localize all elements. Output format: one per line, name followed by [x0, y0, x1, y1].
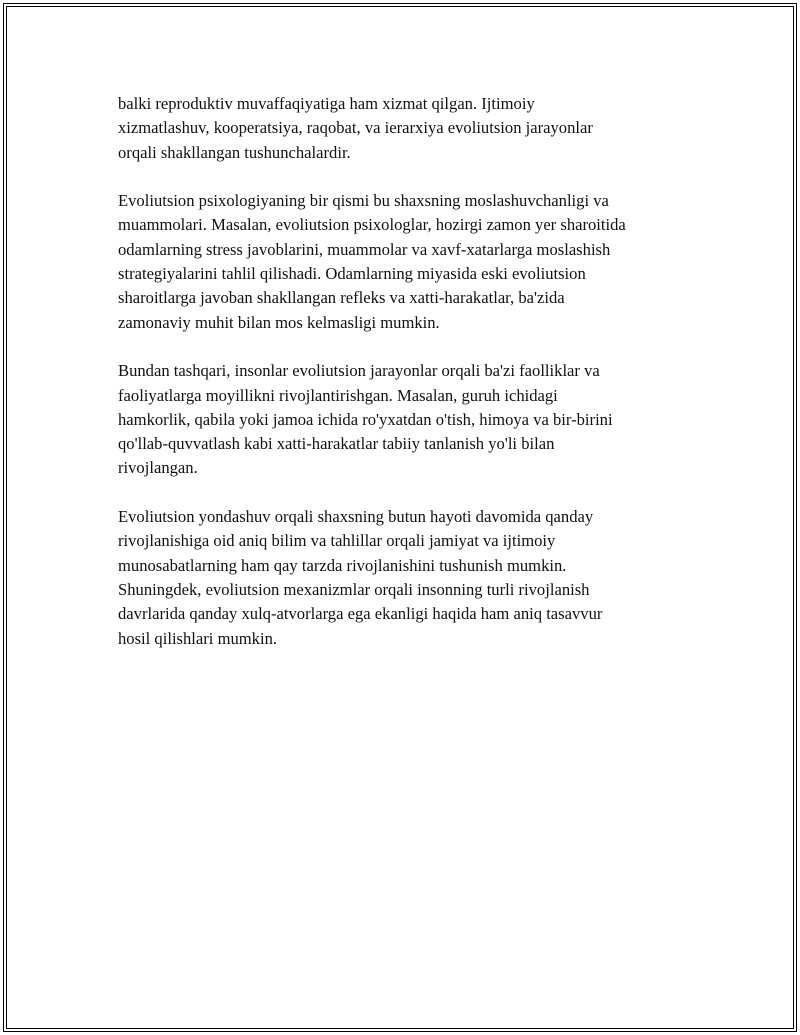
paragraph-3: Bundan tashqari, insonlar evoliutsion jarayonlar orqali ba'zi faolliklar va faoliyatlarga moyillikni rivojlantirishgan. Masalan, guruh ichidagi hamkorlik, qabila yoki jamoa ichida ro'yxatdan o'tish, himoya va bir-birini qo'llab-quvvatlash kabi xatti-harakatlar tabiiy tanlanish yo'li bilan rivojlangan.	[118, 361, 613, 478]
document-body	[118, 92, 698, 675]
paragraph-1: balki reproduktiv muvaffaqiyatiga ham xizmat qilgan. Ijtimoiy xizmatlashuv, kooperatsiya, raqobat, va ierarxiya evoliutsion jarayonlar orqali shakllangan tushunchalardir.	[118, 94, 593, 162]
paragraph-2: Evoliutsion psixologiyaning bir qismi bu shaxsning moslashuvchanligi va muammolari. Masalan, evoliutsion psixologlar, hozirgi zamon yer sharoitida odamlarning stress javoblarini, muammolar va xavf-xatarlarga moslashish strategiyalarini tahlil qilishadi. Odamlarning miyasida eski evoliutsion sharoitlarga javoban shakllangan refleks va xatti-harakatlar, ba'zida zamonaviy muhit bilan mos kelmasligi mumkin.	[118, 191, 626, 332]
paragraph-4: Evoliutsion yondashuv orqali shaxsning butun hayoti davomida qanday rivojlanishiga oid aniq bilim va tahlillar orqali jamiyat va ijtimoiy munosabatlarning ham qay tarzda rivojlanishini tushunish mumkin. Shuningdek, evoliutsion mexanizmlar orqali insonning turli rivojlanish davrlarida qanday xulq-atvorlarga ega ekanligi haqida ham aniq tasavvur hosil qilishlari mumkin.	[118, 507, 603, 648]
